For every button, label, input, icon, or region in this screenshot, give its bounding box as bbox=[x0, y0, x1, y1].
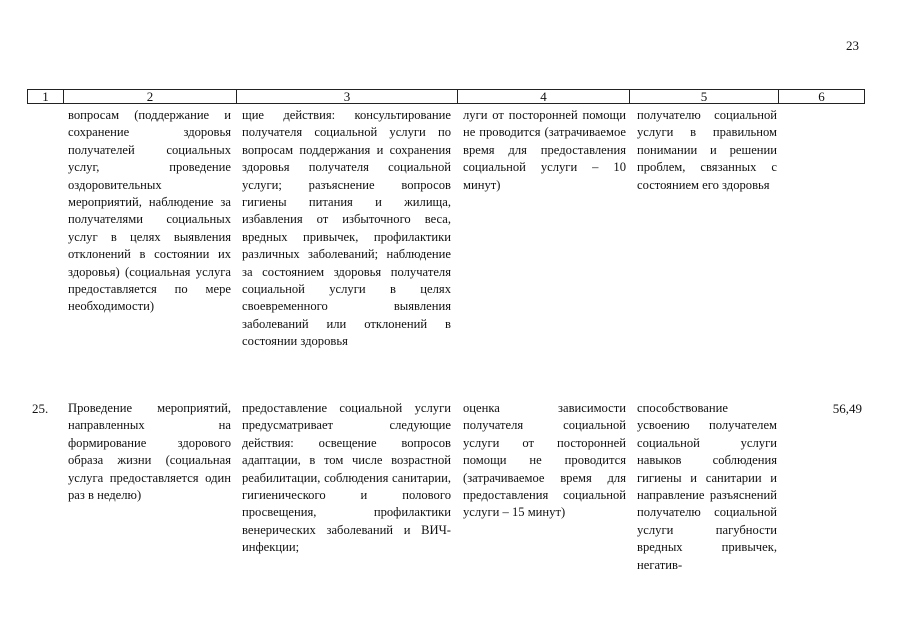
row-25-service-outcome: способствование усвоению получателем социальной услуги навыков соблюдения гигиены и санитарии и направление разъяснений получателю социальной услуги пагубности вредных привычек, негатив- bbox=[637, 401, 777, 572]
column-number-2: 2 bbox=[64, 90, 237, 103]
row-25-service-name: Проведение мероприятий, направленных на формирование здорового образа жизни (социальная услуга предоставляется один раз в неделю) bbox=[68, 401, 231, 503]
column-number-1: 1 bbox=[28, 90, 64, 103]
page-number: 23 bbox=[846, 38, 859, 53]
row-25-price: 56,49 bbox=[832, 401, 862, 416]
column-number-4: 4 bbox=[458, 90, 630, 103]
row-25-service-content: предоставление социальной услуги предусматривает следующие действия: освещение вопросов адаптации, в том числе возрастной реабилитации, соблюдения санитарии, гигиенического и полового просвещения, профилактики венерических заболеваний и ВИЧ-инфекции; bbox=[242, 401, 451, 555]
row-25-number: 25. bbox=[32, 401, 49, 416]
continued-row-service-outcome: получателю социальной услуги в правильном понимании и решении проблем, связанных с состоянием его здоровья bbox=[637, 108, 777, 192]
continued-row-service-content: щие действия: консультирование получателя социальной услуги по вопросам поддержания и сохранения здоровья получателя социальной услуги; разъяснение вопросов гигиены питания и жилища, избавления от избыточного веса, вредных привычек, профилактики различных заболеваний; наблюдение за состоянием здоровья получателя социальной услуги в целях своевременного выявления заболеваний или отклонений в состоянии здоровья bbox=[242, 108, 451, 349]
column-number-3: 3 bbox=[237, 90, 458, 103]
column-number-5: 5 bbox=[630, 90, 779, 103]
row-25-service-time: оценка зависимости получателя социальной услуги от посторонней помощи не проводится (затрачиваемое время для предоставления социальной услуги – 15 минут) bbox=[463, 401, 626, 520]
continued-row-service-time: луги от посторонней помощи не проводится (затрачиваемое время для предоставления социальной услуги – 10 минут) bbox=[463, 108, 626, 192]
continued-row-service-name: вопросам (поддержание и сохранение здоровья получателей социальных услуг, проведение оздоровительных мероприятий, наблюдение за получателями социальных услуг в целях выявления отклонений в состоянии их здоровья) (социальная услуга предоставляется по мере необходимости) bbox=[68, 108, 231, 314]
column-number-6: 6 bbox=[818, 89, 825, 104]
table-header-row bbox=[27, 89, 865, 104]
